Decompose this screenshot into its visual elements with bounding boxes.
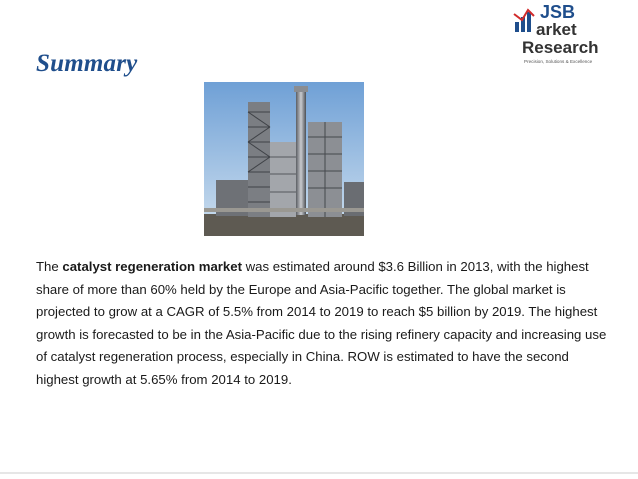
footer-divider bbox=[0, 472, 638, 474]
refinery-photo bbox=[204, 82, 364, 236]
slide-title: Summary bbox=[36, 50, 138, 77]
logo-line1: JSB bbox=[540, 2, 576, 22]
logo-tagline: Precision, Solutions & Excellence bbox=[524, 59, 593, 64]
summary-paragraph bbox=[36, 256, 612, 391]
summary-bold-phrase: catalyst regeneration market bbox=[62, 259, 242, 274]
summary-intro: The bbox=[36, 259, 63, 274]
company-logo bbox=[512, 0, 638, 78]
logo-chart-mark bbox=[514, 10, 534, 32]
logo-line2: arket bbox=[536, 20, 577, 39]
summary-rest: was estimated around $3.6 Billion in 2013, with the highest share of more than 60% held by the Europe and Asia-Pacific together. The global market is projected to grow at a CAGR of 5.5% from 2014 to 2019 to reach $5 billion by 2019. The highest growth is forecasted to be in the Asia-Pacific due to the rising refinery capacity and increasing use of catalyst regeneration process, especially in China. ROW is estimated to have the second highest growth at 5.65% from 2014 to 2019. bbox=[36, 259, 607, 387]
logo-line3: Research bbox=[522, 38, 599, 57]
